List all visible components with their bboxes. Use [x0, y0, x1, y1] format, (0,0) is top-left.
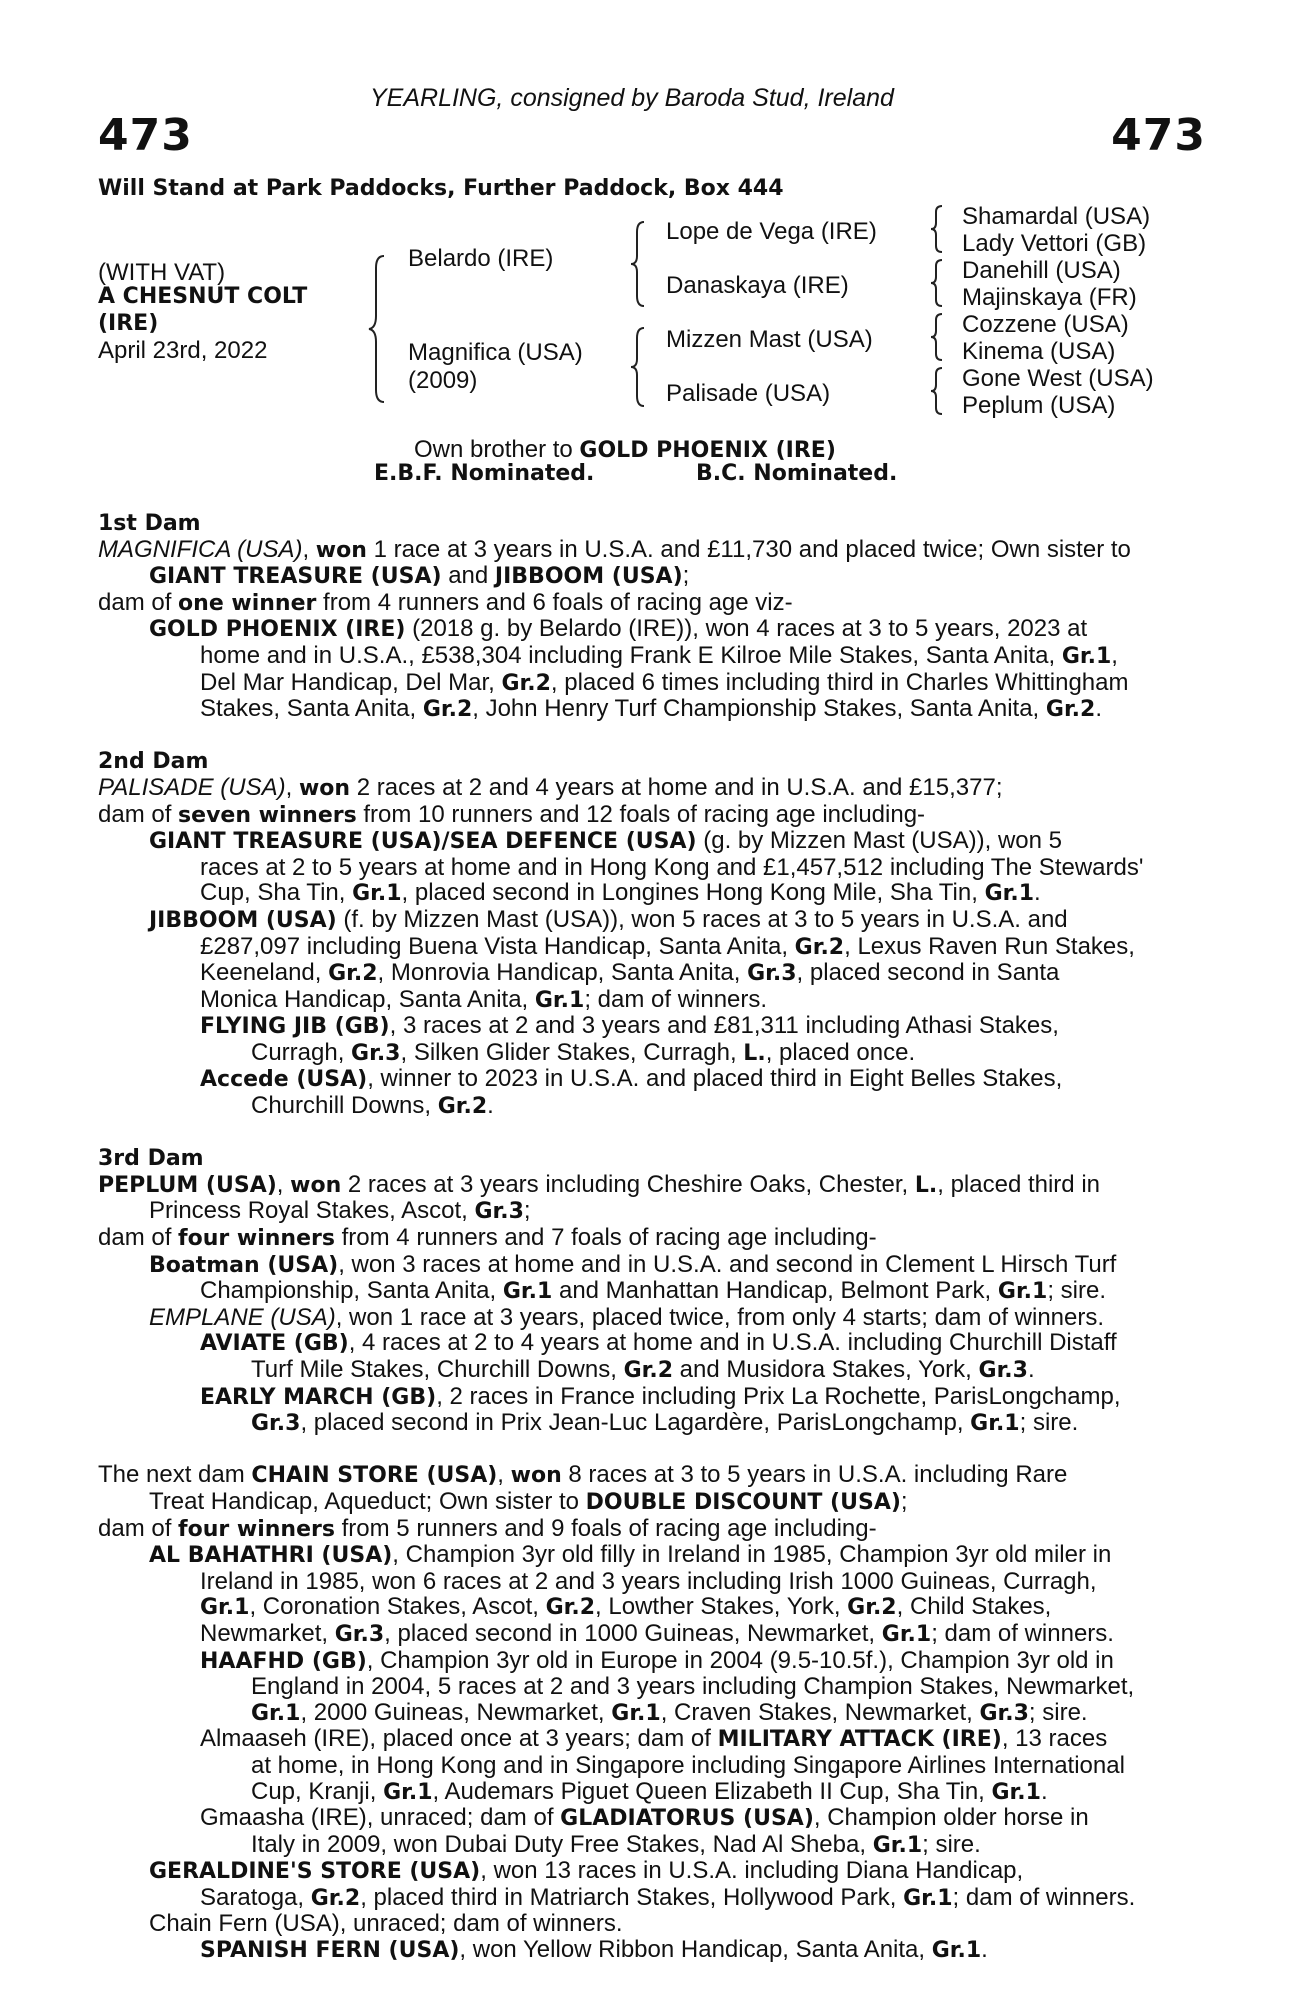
text-run: , 13 races: [1001, 1725, 1108, 1753]
text-line: [98, 537, 1208, 564]
bold-run: Gr.1: [984, 881, 1035, 907]
text-run: (g. by Mizzen Mast (USA)), won 5: [696, 827, 1062, 855]
text-run: , Champion 3yr old in Europe in 2004 (9.5-10.5f.), Champion 3yr old in: [366, 1646, 1114, 1674]
bold-run: JIBBOOM (USA): [149, 907, 337, 933]
text-run: home and in U.S.A., £538,304 including Frank E Kilroe Mile Stakes, Santa Anita,: [200, 641, 1062, 669]
text-run: , Lowther Stakes, York,: [595, 1593, 848, 1621]
text-line: [98, 1489, 1208, 1516]
text-line: [98, 1252, 1208, 1279]
pedigree-brace-g3-4: [930, 366, 946, 416]
text-run: Monica Handicap, Santa Anita,: [200, 985, 535, 1013]
text-line: [98, 1198, 1208, 1225]
text-run: .: [981, 1936, 988, 1964]
bold-run: Gr.2: [623, 1358, 673, 1383]
text-run: dam of: [98, 588, 179, 616]
bold-run: Gr.1: [200, 1595, 250, 1621]
bold-run: won: [315, 537, 367, 563]
bold-run: Gr.2: [545, 1595, 596, 1621]
text-run: from 4 runners and 6 foals of racing age viz-: [316, 588, 793, 616]
pedigree-brace-gen1: [368, 254, 388, 404]
text-line: [98, 1225, 1208, 1252]
text-run: Saratoga,: [200, 1883, 311, 1911]
text-run: dam of: [98, 1514, 179, 1542]
text-run: , Audemars Piguet Queen Elizabeth II Cup, Sha Tin,: [432, 1777, 992, 1805]
dam-year: (2009): [408, 367, 478, 394]
bold-run: GIANT TREASURE (USA): [149, 564, 442, 590]
horse-name-line2: (IRE): [98, 311, 159, 336]
text-line: [98, 1462, 1208, 1489]
text-run: , placed 6 times including third in Charles Whittingham: [550, 668, 1129, 696]
text-run: The next dam: [98, 1461, 252, 1489]
bold-run: Gr.1: [872, 1832, 923, 1858]
text-line: [98, 802, 1208, 829]
bold-run: Gr.2: [437, 1094, 488, 1120]
sire-dam: Danaskaya (IRE): [666, 272, 849, 299]
text-line: [98, 670, 1208, 697]
bold-run: Gr.1: [251, 1700, 301, 1726]
text-run: Championship, Santa Anita,: [200, 1277, 503, 1305]
text-run: dam of: [98, 800, 179, 828]
text-run: , won Yellow Ribbon Handicap, Santa Anita,: [459, 1936, 932, 1964]
text-line: [98, 880, 1208, 907]
text-run: ;: [900, 1487, 908, 1515]
text-run: , Craven Stakes, Newmarket,: [660, 1698, 980, 1726]
bold-run: Gr.1: [502, 1279, 553, 1305]
bold-run: DOUBLE DISCOUNT (USA): [585, 1489, 901, 1515]
text-line: [98, 1832, 1208, 1859]
bold-run: Accede (USA): [200, 1067, 368, 1093]
text-run: Cup, Kranji,: [251, 1777, 384, 1805]
section-heading: [98, 1145, 1208, 1172]
text-run: races at 2 to 5 years at home and in Hong Kong and £1,457,512 including The Stewards': [200, 853, 1144, 881]
text-line: [98, 563, 1208, 590]
bold-run: four winners: [178, 1226, 335, 1252]
text-run: ; dam of winners.: [584, 985, 768, 1013]
text-run: (2018 g. by Belardo (IRE)), won 4 races at 3 to 5 years, 2023 at: [405, 615, 1088, 643]
bold-run: AVIATE (GB): [200, 1331, 349, 1357]
text-run: , Champion older horse in: [813, 1804, 1089, 1832]
text-run: Ireland in 1985, won 6 races at 2 and 3 years including Irish 1000 Guineas, Curragh,: [200, 1567, 1097, 1595]
text-line: [98, 1278, 1208, 1305]
bold-run: Gr.3: [747, 961, 797, 987]
text-run: ;: [682, 562, 690, 590]
bold-run: Gr.2: [328, 961, 378, 987]
text-run: ; sire.: [1019, 1409, 1079, 1437]
bold-run: won: [298, 775, 351, 801]
text-run: , placed second in Longines Hong Kong Mile, Sha Tin,: [401, 879, 985, 907]
text-run: , winner to 2023 in U.S.A. and placed third in Eight Belles Stakes,: [367, 1065, 1063, 1093]
text-line: [98, 1040, 1208, 1067]
dam-sire-dam: Kinema (USA): [962, 338, 1116, 365]
lot-number-right: 473: [1111, 110, 1206, 161]
text-run: .: [1040, 1777, 1048, 1805]
bold-run: 2nd Dam: [98, 749, 209, 775]
bold-run: L.: [743, 1040, 766, 1066]
bold-run: GLADIATORUS (USA): [560, 1806, 814, 1832]
dam-sire: Mizzen Mast (USA): [666, 326, 873, 353]
text-run: England in 2004, 5 races at 2 and 3 years including Champion Stakes, Newmarket,: [251, 1673, 1135, 1701]
text-run: 1 race at 3 years in U.S.A. and £11,730 and placed twice; Own sister to: [366, 535, 1131, 563]
bold-run: Gr.3: [334, 1621, 385, 1647]
bold-run: SPANISH FERN (USA): [200, 1938, 460, 1964]
text-run: ; dam of winners.: [931, 1619, 1114, 1647]
text-run: , 2000 Guineas, Newmarket,: [300, 1698, 612, 1726]
bold-run: Gr.2: [310, 1885, 361, 1911]
text-run: , placed once.: [765, 1038, 916, 1066]
dam-dam: Palisade (USA): [666, 380, 831, 407]
text-run: Princess Royal Stakes, Ascot,: [149, 1197, 475, 1225]
text-run: and Musidora Stakes, York,: [673, 1356, 979, 1383]
text-line: [98, 1305, 1208, 1331]
text-run: , Lexus Raven Run Stakes,: [844, 932, 1135, 960]
bold-run: 3rd Dam: [98, 1146, 204, 1172]
bold-run: GERALDINE'S STORE (USA): [149, 1859, 481, 1885]
text-run: Cup, Sha Tin,: [200, 879, 353, 907]
text-line: [98, 907, 1208, 934]
sire-name: Belardo (IRE): [408, 245, 554, 272]
text-run: , 4 races at 2 to 4 years at home and in U.S.A. including Churchill Distaff: [348, 1329, 1117, 1357]
bold-run: Gr.3: [979, 1700, 1029, 1726]
bold-run: Gr.1: [997, 1279, 1048, 1305]
text-run: ; sire.: [922, 1830, 981, 1858]
ebf-nomination: E.B.F. Nominated.: [374, 461, 595, 486]
pedigree-brace-sire: [630, 220, 648, 308]
sire-sire: Lope de Vega (IRE): [666, 218, 877, 245]
text-run: Almaaseh (IRE), placed once at 3 years; dam of: [200, 1725, 718, 1753]
text-run: dam of: [98, 1224, 179, 1252]
bold-run: GIANT TREASURE (USA)/SEA DEFENCE (USA): [149, 829, 697, 855]
text-line: [98, 1648, 1208, 1675]
text-run: 2 races at 2 and 4 years at home and in U.S.A. and £15,377;: [350, 773, 1003, 801]
text-line: [98, 1885, 1208, 1912]
text-run: , won 3 races at home and in U.S.A. and second in Clement L Hirsch Turf: [338, 1250, 1117, 1278]
vat-note: (WITH VAT): [98, 259, 226, 286]
bold-run: Gr.1: [1061, 643, 1112, 669]
text-line: [98, 1621, 1208, 1648]
sire-sire-sire: Shamardal (USA): [962, 203, 1151, 230]
bold-run: 1st Dam: [98, 511, 201, 536]
stand-location: Will Stand at Park Paddocks, Further Paddock, Box 444: [98, 176, 784, 201]
pedigree-brace-g3-1: [930, 204, 946, 254]
bold-run: Gr.2: [422, 697, 473, 723]
text-run: Stakes, Santa Anita,: [200, 695, 423, 723]
text-line: [98, 775, 1208, 802]
bold-run: Gr.2: [847, 1595, 897, 1621]
text-run: ,: [285, 773, 299, 801]
text-run: ,: [497, 1461, 511, 1489]
foaling-date: April 23rd, 2022: [98, 337, 268, 364]
text-run: £287,097 including Buena Vista Handicap, Santa Anita,: [200, 932, 795, 960]
bold-run: Gr.1: [534, 987, 585, 1013]
text-line: [98, 1410, 1208, 1437]
paragraph-gap: [98, 1120, 1208, 1146]
text-run: ;: [523, 1197, 531, 1225]
text-run: Churchill Downs,: [251, 1092, 438, 1120]
text-line: [98, 1093, 1208, 1120]
text-line: [98, 1013, 1208, 1040]
text-line: [98, 1384, 1208, 1411]
section-heading: [98, 510, 1208, 537]
text-run: , 3 races at 2 and 3 years and £81,311 including Athasi Stakes,: [389, 1012, 1059, 1040]
bold-run: Gr.1: [881, 1621, 932, 1647]
text-run: , placed second in 1000 Guineas, Newmarket,: [384, 1619, 882, 1647]
bold-run: JIBBOOM (USA): [494, 564, 683, 590]
dam-name: Magnifica (USA): [408, 339, 583, 366]
bold-run: Gr.1: [903, 1885, 953, 1911]
text-line: [98, 960, 1208, 987]
text-line: [98, 643, 1208, 670]
text-line: [98, 1700, 1208, 1727]
bold-run: four winners: [178, 1516, 335, 1542]
text-run: Newmarket,: [200, 1619, 335, 1647]
section-heading: [98, 748, 1208, 775]
text-run: , Monrovia Handicap, Santa Anita,: [377, 959, 748, 987]
text-run: Gmaasha (IRE), unraced; dam of: [200, 1804, 561, 1832]
bold-run: FLYING JIB (GB): [200, 1014, 390, 1040]
text-run: , John Henry Turf Championship Stakes, Santa Anita,: [472, 695, 1046, 723]
text-run: (f. by Mizzen Mast (USA)), won 5 races at 3 to 5 years in U.S.A. and: [336, 905, 1068, 933]
own-brother-name: GOLD PHOENIX (IRE): [579, 438, 836, 463]
text-line: [98, 1542, 1208, 1569]
bold-run: Gr.3: [474, 1199, 524, 1225]
text-run: , 2 races in France including Prix La Rochette, ParisLongchamp,: [436, 1382, 1121, 1410]
text-run: , placed third in Matriarch Stakes, Hollywood Park,: [360, 1883, 904, 1911]
bold-run: GOLD PHOENIX (IRE): [149, 617, 406, 643]
text-run: .: [1034, 879, 1041, 907]
own-brother-prefix: Own brother to: [414, 436, 580, 463]
pedigree-brace-g3-3: [930, 312, 946, 362]
lot-number-left: 473: [98, 110, 193, 161]
text-run: from 10 runners and 12 foals of racing age including-: [356, 800, 926, 828]
text-run: .: [487, 1092, 494, 1120]
text-run: ,: [276, 1170, 291, 1198]
text-run: and: [441, 562, 495, 590]
text-line: [98, 1172, 1208, 1199]
bc-nomination: B.C. Nominated.: [696, 461, 898, 486]
italic-run: PALISADE (USA): [98, 773, 286, 801]
bold-run: Gr.3: [978, 1358, 1028, 1383]
text-line: [98, 934, 1208, 961]
own-brother-note: [414, 436, 836, 464]
bold-run: L.: [914, 1172, 938, 1198]
text-line: [98, 1594, 1208, 1621]
horse-name-line1: A CHESNUT COLT: [98, 284, 308, 309]
bold-run: Gr.2: [501, 670, 551, 696]
text-line: [98, 616, 1208, 643]
text-line: [98, 1937, 1208, 1964]
text-line: [98, 1357, 1208, 1384]
text-line: [98, 1753, 1208, 1779]
text-run: , placed second in Santa: [796, 959, 1060, 987]
text-run: Curragh,: [251, 1038, 352, 1066]
text-run: , won 13 races in U.S.A. including Diana Handicap,: [480, 1857, 1024, 1885]
text-run: Keeneland,: [200, 959, 329, 987]
sire-dam-sire: Danehill (USA): [962, 257, 1121, 284]
text-run: Turf Mile Stakes, Churchill Downs,: [251, 1356, 624, 1383]
bold-run: Gr.1: [970, 1411, 1020, 1437]
text-line: [98, 1779, 1208, 1806]
text-run: 2 races at 3 years including Cheshire Oaks, Chester,: [341, 1170, 915, 1198]
text-run: , Coronation Stakes, Ascot,: [249, 1593, 546, 1621]
bold-run: Gr.1: [352, 881, 402, 907]
text-run: 8 races at 3 to 5 years in U.S.A. including Rare: [561, 1461, 1068, 1489]
bold-run: HAAFHD (GB): [200, 1648, 367, 1674]
dam-dam-sire: Gone West (USA): [962, 365, 1154, 392]
text-run: , Champion 3yr old filly in Ireland in 1985, Champion 3yr old miler in: [392, 1541, 1112, 1569]
text-run: and Manhattan Handicap, Belmont Park,: [552, 1277, 998, 1305]
bold-run: Boatman (USA): [149, 1252, 339, 1278]
text-run: ,: [302, 535, 316, 563]
text-run: at home, in Hong Kong and in Singapore including Singapore Airlines International: [251, 1751, 1125, 1779]
text-run: from 4 runners and 7 foals of racing age including-: [334, 1224, 877, 1252]
text-run: Italy in 2009, won Dubai Duty Free Stakes, Nad Al Sheba,: [251, 1830, 873, 1858]
bold-run: won: [510, 1463, 562, 1489]
text-line: [98, 828, 1208, 855]
italic-run: EMPLANE (USA): [149, 1303, 336, 1331]
dam-sire-sire: Cozzene (USA): [962, 311, 1129, 338]
text-run: Chain Fern (USA), unraced; dam of winners.: [149, 1910, 623, 1938]
text-run: , Silken Glider Stakes, Curragh,: [400, 1038, 744, 1066]
text-line: [98, 1516, 1208, 1543]
text-line: [98, 1726, 1208, 1753]
bold-run: Gr.1: [991, 1779, 1041, 1805]
consignor-line: YEARLING, consigned by Baroda Stud, Ireland: [370, 84, 894, 112]
sire-sire-dam: Lady Vettori (GB): [962, 230, 1147, 257]
bold-run: EARLY MARCH (GB): [200, 1384, 437, 1410]
text-run: Del Mar Handicap, Del Mar,: [200, 668, 502, 696]
bold-run: Gr.1: [383, 1779, 433, 1805]
bold-run: CHAIN STORE (USA): [251, 1463, 498, 1489]
text-run: ; sire.: [1028, 1698, 1088, 1726]
text-run: .: [1095, 695, 1103, 723]
text-run: , placed third in: [937, 1170, 1100, 1198]
text-line: [98, 1805, 1208, 1832]
bold-run: MILITARY ATTACK (IRE): [717, 1727, 1002, 1753]
italic-run: MAGNIFICA (USA): [98, 535, 303, 563]
text-run: .: [1027, 1356, 1035, 1383]
text-run: Treat Handicap, Aqueduct; Own sister to: [149, 1487, 586, 1515]
text-run: , Child Stakes,: [896, 1593, 1052, 1621]
text-line: [98, 1066, 1208, 1093]
sire-dam-dam: Majinskaya (FR): [962, 284, 1137, 311]
text-line: [98, 1330, 1208, 1357]
pedigree-brace-g3-2: [930, 258, 946, 308]
text-line: [98, 696, 1208, 723]
text-line: [98, 1911, 1208, 1937]
text-run: , placed second in Prix Jean-Luc Lagardère, ParisLongchamp,: [300, 1409, 971, 1437]
text-run: , won 1 race at 3 years, placed twice, from only 4 starts; dam of winners.: [335, 1303, 1105, 1331]
text-run: ; sire.: [1047, 1277, 1107, 1305]
text-line: [98, 987, 1208, 1014]
bold-run: PEPLUM (USA): [98, 1172, 277, 1198]
bold-run: AL BAHATHRI (USA): [149, 1543, 393, 1569]
pedigree-brace-dam: [630, 326, 648, 408]
dam-dam-dam: Peplum (USA): [962, 392, 1116, 419]
bold-run: Gr.1: [931, 1938, 982, 1964]
bold-run: seven winners: [178, 802, 357, 828]
bold-run: Gr.2: [1045, 697, 1096, 723]
bold-run: Gr.2: [794, 934, 845, 960]
text-line: [98, 590, 1208, 617]
text-line: [98, 855, 1208, 881]
paragraph-gap: [98, 1437, 1208, 1463]
text-line: [98, 1674, 1208, 1700]
bold-run: Gr.3: [351, 1040, 401, 1066]
bold-run: won: [290, 1172, 342, 1198]
catalogue-body: [98, 510, 1208, 1964]
bold-run: Gr.3: [251, 1411, 301, 1437]
text-run: ; dam of winners.: [952, 1883, 1136, 1911]
text-line: [98, 1569, 1208, 1595]
bold-run: Gr.1: [611, 1700, 661, 1726]
text-run: from 5 runners and 9 foals of racing age including-: [334, 1514, 877, 1542]
bold-run: one winner: [178, 590, 317, 616]
text-run: ,: [1111, 641, 1118, 669]
paragraph-gap: [98, 723, 1208, 749]
text-line: [98, 1858, 1208, 1885]
